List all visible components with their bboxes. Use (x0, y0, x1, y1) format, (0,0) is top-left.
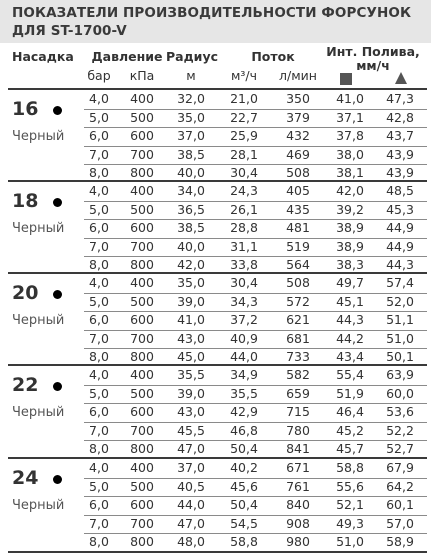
pressure-bar-cell: 5,0 (89, 293, 109, 309)
nozzle-color: Черный (12, 129, 65, 144)
rate-triangle-cell: 67,9 (386, 460, 414, 475)
table-row (0, 146, 431, 165)
header-nozzle: Насадка (12, 49, 74, 64)
unit-bar: бар (87, 68, 111, 83)
pressure-kpa-cell: 800 (130, 349, 154, 364)
nozzle-size: 24 (12, 467, 39, 489)
flow-lmin-cell: 980 (286, 534, 310, 549)
flow-lmin-cell: 564 (286, 257, 310, 272)
radius-cell: 45,5 (177, 422, 205, 438)
table-row (0, 496, 431, 515)
triangle-spacing-icon (395, 72, 407, 84)
radius-cell: 39,0 (177, 293, 205, 309)
rate-square-cell: 55,6 (336, 478, 364, 494)
rate-triangle-cell: 47,3 (386, 91, 414, 106)
pressure-bar-cell: 6,0 (89, 128, 109, 143)
rate-square-cell: 37,8 (336, 128, 364, 143)
nozzle-color: Черный (12, 405, 65, 420)
nozzle-group (0, 457, 431, 552)
pressure-kpa-cell: 600 (130, 128, 154, 143)
pressure-bar-cell: 5,0 (89, 109, 109, 125)
pressure-kpa-cell: 500 (130, 109, 154, 125)
flow-lmin-cell: 350 (286, 91, 310, 106)
table-row (0, 238, 431, 257)
page-title (12, 4, 411, 40)
radius-cell: 38,5 (177, 220, 205, 235)
flow-m3h-cell: 46,8 (230, 422, 258, 438)
table-row (0, 385, 431, 404)
pressure-bar-cell: 8,0 (89, 349, 109, 364)
radius-cell: 47,0 (177, 441, 205, 456)
flow-lmin-cell: 733 (286, 349, 310, 364)
pressure-kpa-cell: 700 (130, 330, 154, 346)
radius-cell: 35,0 (177, 275, 205, 290)
pressure-kpa-cell: 500 (130, 201, 154, 217)
pressure-kpa-cell: 600 (130, 312, 154, 327)
pressure-kpa-cell: 600 (130, 404, 154, 419)
rate-triangle-cell: 50,1 (386, 349, 414, 364)
flow-m3h-cell: 33,8 (230, 257, 258, 272)
flow-lmin-cell: 481 (286, 220, 310, 235)
pressure-bar-cell: 5,0 (89, 201, 109, 217)
table-row (0, 366, 431, 385)
rate-triangle-cell: 57,0 (386, 515, 414, 531)
rate-square-cell: 46,4 (336, 404, 364, 419)
unit-m3h: м³/ч (230, 68, 258, 83)
flow-m3h-cell: 40,2 (230, 460, 258, 475)
pressure-bar-cell: 6,0 (89, 404, 109, 419)
rate-square-cell: 52,1 (336, 497, 364, 512)
flow-m3h-cell: 45,6 (230, 478, 258, 494)
rate-triangle-cell: 57,4 (386, 275, 414, 290)
radius-cell: 32,0 (177, 91, 205, 106)
table-row (0, 109, 431, 128)
radius-cell: 43,0 (177, 404, 205, 419)
header-rate-line-2: мм/ч (356, 58, 390, 73)
rate-square-cell: 51,9 (336, 385, 364, 401)
flow-m3h-cell: 28,1 (230, 146, 258, 162)
rate-triangle-cell: 48,5 (386, 183, 414, 198)
table-row (0, 478, 431, 497)
rate-triangle-cell: 53,6 (386, 404, 414, 419)
flow-m3h-cell: 42,9 (230, 404, 258, 419)
flow-m3h-cell: 31,1 (230, 238, 258, 254)
nozzle-group (0, 272, 431, 367)
rate-square-cell: 38,0 (336, 146, 364, 162)
flow-m3h-cell: 28,8 (230, 220, 258, 235)
flow-m3h-cell: 44,0 (230, 349, 258, 364)
unit-lmin: л/мин (279, 68, 317, 83)
pressure-bar-cell: 8,0 (89, 441, 109, 456)
flow-lmin-cell: 572 (286, 293, 310, 309)
rate-triangle-cell: 58,9 (386, 534, 414, 549)
pressure-bar-cell: 8,0 (89, 165, 109, 180)
pressure-bar-cell: 8,0 (89, 257, 109, 272)
flow-lmin-cell: 435 (286, 201, 310, 217)
flow-lmin-cell: 780 (286, 422, 310, 438)
radius-cell: 35,0 (177, 109, 205, 125)
rate-triangle-cell: 64,2 (386, 478, 414, 494)
flow-lmin-cell: 621 (286, 312, 310, 327)
radius-cell: 37,0 (177, 460, 205, 475)
pressure-bar-cell: 4,0 (89, 460, 109, 475)
pressure-bar-cell: 5,0 (89, 478, 109, 494)
radius-cell: 44,0 (177, 497, 205, 512)
radius-cell: 43,0 (177, 330, 205, 346)
table-row (0, 219, 431, 238)
radius-cell: 34,0 (177, 183, 205, 198)
pressure-bar-cell: 4,0 (89, 183, 109, 198)
flow-lmin-cell: 659 (286, 385, 310, 401)
table-row (0, 533, 431, 552)
flow-lmin-cell: 405 (286, 183, 310, 198)
flow-lmin-cell: 519 (286, 238, 310, 254)
rate-triangle-cell: 51,1 (386, 312, 414, 327)
pressure-bar-cell: 7,0 (89, 330, 109, 346)
flow-lmin-cell: 379 (286, 109, 310, 125)
rate-triangle-cell: 60,1 (386, 497, 414, 512)
rate-triangle-cell: 52,0 (386, 293, 414, 309)
table-row (0, 330, 431, 349)
header-radius: Радиус (165, 49, 219, 64)
rate-square-cell: 38,9 (336, 238, 364, 254)
nozzle-group (0, 88, 431, 183)
table-row (0, 311, 431, 330)
rate-triangle-cell: 45,3 (386, 201, 414, 217)
flow-m3h-cell: 22,7 (230, 109, 258, 125)
rate-square-cell: 41,0 (336, 91, 364, 106)
flow-lmin-cell: 715 (286, 404, 310, 419)
square-spacing-icon (340, 73, 352, 85)
radius-cell: 42,0 (177, 257, 205, 272)
pressure-kpa-cell: 600 (130, 497, 154, 512)
pressure-kpa-cell: 500 (130, 385, 154, 401)
nozzle-size: 20 (12, 282, 39, 304)
flow-m3h-cell: 24,3 (230, 183, 258, 198)
rate-square-cell: 38,3 (336, 257, 364, 272)
radius-cell: 45,0 (177, 349, 205, 364)
flow-lmin-cell: 469 (286, 146, 310, 162)
flow-lmin-cell: 841 (286, 441, 310, 456)
nozzle-color: Черный (12, 498, 65, 513)
rate-triangle-cell: 52,2 (386, 422, 414, 438)
rate-triangle-cell: 43,9 (386, 165, 414, 180)
table-row (0, 201, 431, 220)
table-row (0, 459, 431, 478)
pressure-kpa-cell: 800 (130, 441, 154, 456)
pressure-kpa-cell: 500 (130, 478, 154, 494)
table-row (0, 403, 431, 422)
rate-square-cell: 55,4 (336, 367, 364, 382)
pressure-bar-cell: 7,0 (89, 238, 109, 254)
pressure-bar-cell: 6,0 (89, 220, 109, 235)
pressure-kpa-cell: 400 (130, 183, 154, 198)
rate-square-cell: 49,7 (336, 275, 364, 290)
rate-triangle-cell: 43,9 (386, 146, 414, 162)
pressure-kpa-cell: 700 (130, 146, 154, 162)
flow-m3h-cell: 37,2 (230, 312, 258, 327)
nozzle-color: Черный (12, 313, 65, 328)
pressure-kpa-cell: 500 (130, 293, 154, 309)
pressure-kpa-cell: 600 (130, 220, 154, 235)
rate-triangle-cell: 60,0 (386, 385, 414, 401)
flow-lmin-cell: 508 (286, 275, 310, 290)
rate-square-cell: 37,1 (336, 109, 364, 125)
rate-triangle-cell: 44,9 (386, 238, 414, 254)
table-row (0, 293, 431, 312)
flow-lmin-cell: 761 (286, 478, 310, 494)
rate-triangle-cell: 42,8 (386, 109, 414, 125)
pressure-kpa-cell: 800 (130, 165, 154, 180)
table-row (0, 182, 431, 201)
rate-square-cell: 44,2 (336, 330, 364, 346)
pressure-bar-cell: 4,0 (89, 91, 109, 106)
unit-kpa: кПа (129, 68, 155, 83)
rate-triangle-cell: 51,0 (386, 330, 414, 346)
pressure-kpa-cell: 400 (130, 275, 154, 290)
radius-cell: 48,0 (177, 534, 205, 549)
table-row (0, 440, 431, 459)
nozzle-group (0, 180, 431, 275)
pressure-kpa-cell: 700 (130, 238, 154, 254)
rate-square-cell: 43,4 (336, 349, 364, 364)
table-row (0, 515, 431, 534)
table-bottom-rule (8, 551, 427, 553)
rate-square-cell: 45,7 (336, 441, 364, 456)
nozzle-group (0, 364, 431, 459)
table-row (0, 422, 431, 441)
flow-lmin-cell: 582 (286, 367, 310, 382)
rate-triangle-cell: 43,7 (386, 128, 414, 143)
nozzle-color: Черный (12, 221, 65, 236)
rate-triangle-cell: 44,3 (386, 257, 414, 272)
radius-cell: 40,0 (177, 165, 205, 180)
pressure-bar-cell: 7,0 (89, 515, 109, 531)
rate-triangle-cell: 52,7 (386, 441, 414, 456)
title-line-2: ДЛЯ ST-1700-V (12, 23, 127, 39)
pressure-kpa-cell: 400 (130, 460, 154, 475)
header-flow: Поток (251, 49, 295, 64)
rate-triangle-cell: 63,9 (386, 367, 414, 382)
radius-cell: 36,5 (177, 201, 205, 217)
pressure-bar-cell: 7,0 (89, 146, 109, 162)
flow-lmin-cell: 681 (286, 330, 310, 346)
pressure-kpa-cell: 700 (130, 515, 154, 531)
rate-square-cell: 45,2 (336, 422, 364, 438)
flow-m3h-cell: 21,0 (230, 91, 258, 106)
rate-square-cell: 45,1 (336, 293, 364, 309)
flow-m3h-cell: 30,4 (230, 165, 258, 180)
table-row (0, 90, 431, 109)
pressure-kpa-cell: 800 (130, 534, 154, 549)
radius-cell: 38,5 (177, 146, 205, 162)
radius-cell: 37,0 (177, 128, 205, 143)
table-row (0, 274, 431, 293)
nozzle-size: 16 (12, 98, 39, 120)
rate-triangle-cell: 44,9 (386, 220, 414, 235)
title-line-1: ПОКАЗАТЕЛИ ПРОИЗВОДИТЕЛЬНОСТИ ФОРСУНОК (12, 5, 412, 21)
rate-square-cell: 38,1 (336, 165, 364, 180)
rate-square-cell: 49,3 (336, 515, 364, 531)
nozzle-size: 22 (12, 374, 39, 396)
radius-cell: 40,0 (177, 238, 205, 254)
flow-lmin-cell: 840 (286, 497, 310, 512)
flow-lmin-cell: 508 (286, 165, 310, 180)
unit-m: м (186, 68, 196, 83)
pressure-kpa-cell: 400 (130, 91, 154, 106)
rate-square-cell: 39,2 (336, 201, 364, 217)
rate-square-cell: 58,8 (336, 460, 364, 475)
pressure-bar-cell: 4,0 (89, 275, 109, 290)
pressure-bar-cell: 6,0 (89, 312, 109, 327)
header-rate-line-1: Инт. Полива, (326, 44, 420, 59)
radius-cell: 40,5 (177, 478, 205, 494)
flow-m3h-cell: 35,5 (230, 385, 258, 401)
flow-m3h-cell: 50,4 (230, 497, 258, 512)
radius-cell: 35,5 (177, 367, 205, 382)
flow-m3h-cell: 34,9 (230, 367, 258, 382)
pressure-kpa-cell: 800 (130, 257, 154, 272)
pressure-bar-cell: 4,0 (89, 367, 109, 382)
flow-m3h-cell: 26,1 (230, 201, 258, 217)
flow-m3h-cell: 58,8 (230, 534, 258, 549)
flow-m3h-cell: 50,4 (230, 441, 258, 456)
pressure-kpa-cell: 700 (130, 422, 154, 438)
nozzle-size: 18 (12, 190, 39, 212)
header-pressure: Давление (91, 49, 163, 64)
flow-lmin-cell: 671 (286, 460, 310, 475)
radius-cell: 39,0 (177, 385, 205, 401)
pressure-bar-cell: 5,0 (89, 385, 109, 401)
pressure-kpa-cell: 400 (130, 367, 154, 382)
flow-m3h-cell: 54,5 (230, 515, 258, 531)
rate-square-cell: 51,0 (336, 534, 364, 549)
rate-square-cell: 42,0 (336, 183, 364, 198)
flow-m3h-cell: 30,4 (230, 275, 258, 290)
flow-lmin-cell: 908 (286, 515, 310, 531)
rate-square-cell: 44,3 (336, 312, 364, 327)
flow-m3h-cell: 25,9 (230, 128, 258, 143)
pressure-bar-cell: 7,0 (89, 422, 109, 438)
pressure-bar-cell: 8,0 (89, 534, 109, 549)
radius-cell: 41,0 (177, 312, 205, 327)
flow-lmin-cell: 432 (286, 128, 310, 143)
pressure-bar-cell: 6,0 (89, 497, 109, 512)
flow-m3h-cell: 40,9 (230, 330, 258, 346)
table-row (0, 127, 431, 146)
rate-square-cell: 38,9 (336, 220, 364, 235)
radius-cell: 47,0 (177, 515, 205, 531)
flow-m3h-cell: 34,3 (230, 293, 258, 309)
